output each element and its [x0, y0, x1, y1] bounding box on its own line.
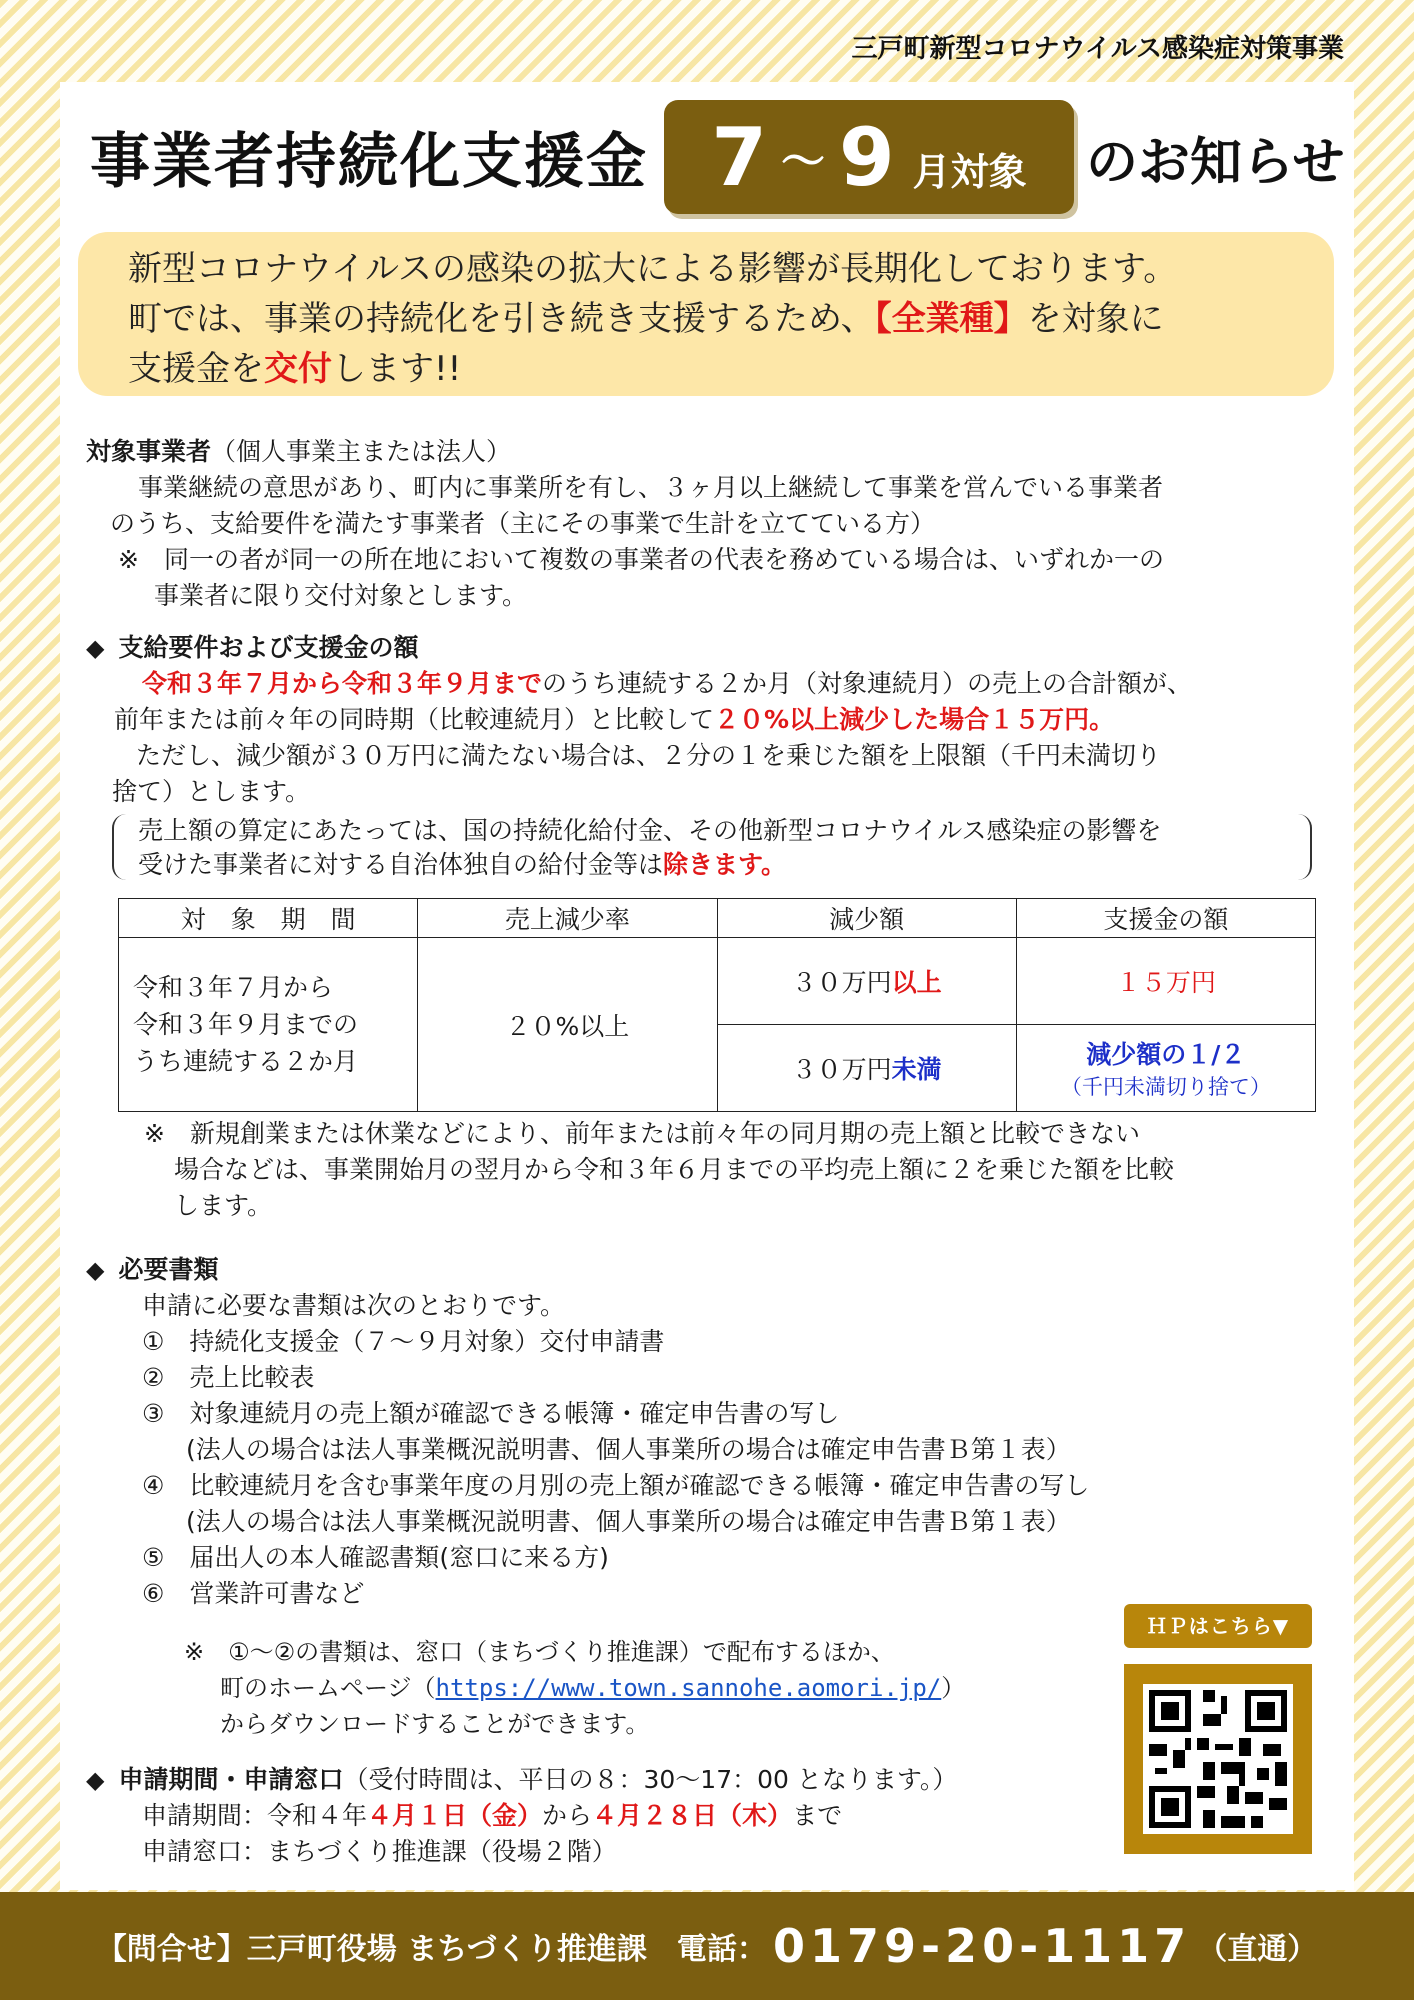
period-cell: 令和３年７月から 令和３年９月までの うち連続する２か月: [119, 938, 418, 1112]
badge-start-month: 7: [711, 110, 767, 204]
diamond-icon: ◆: [86, 1766, 105, 1794]
table-row: [119, 938, 1316, 1025]
homepage-link[interactable]: https://www.town.sannohe.aomori.jp/: [435, 1674, 942, 1702]
list-item: ④ 比較連続月を含む事業年度の月別の売上額が確認できる帳簿・確定申告書の写し: [142, 1471, 1090, 1500]
badge-end-month: 9: [838, 110, 895, 204]
requirements-line-3: ただし、減少額が３０万円に満たない場合は、２分の１を乗じた額を上限額（千円未満切り: [136, 741, 1162, 770]
title-main: 事業者持続化支援金: [90, 127, 648, 197]
amount-cell: ３０万円以上: [717, 938, 1016, 1025]
title-month-badge: [664, 100, 1074, 214]
application-hours: （受付時間は、平日の８：30～17：00 となります。）: [343, 1765, 958, 1794]
documents-title: 必要書類: [118, 1255, 219, 1284]
support-cell: 減少額の１/２ （千円未満切り捨て）: [1016, 1025, 1315, 1112]
table-header: 減少額: [717, 899, 1016, 938]
table-header-row: [119, 899, 1316, 938]
contact-label: 【問合せ】三戸町役場 まちづくり推進課 電話：: [96, 1932, 767, 1967]
title-tail: のお知らせ: [1086, 132, 1345, 193]
qr-code-icon: [1143, 1684, 1293, 1834]
hp-label: ＨＰはこちら▼: [1124, 1604, 1312, 1648]
documents-section: [86, 1252, 1089, 1612]
eligible-title: 対象事業者: [86, 437, 212, 466]
eligible-title-sub: （個人事業主または法人）: [211, 437, 512, 466]
intro-line-2: 町では、事業の持続化を引き続き支援するため、【全業種】を対象に: [128, 299, 1164, 339]
list-item: (法人の場合は法人事業概況説明書、個人事業所の場合は確定申告書Ｂ第１表）: [186, 1507, 1071, 1536]
documents-intro: 申請に必要な書類は次のとおりです。: [142, 1291, 566, 1320]
exclusion-line-1: 売上額の算定にあたっては、国の持続化給付金、その他新型コロナウイルス感染症の影響を: [138, 816, 1162, 845]
rate-cell: ２０%以上: [418, 938, 717, 1112]
list-item: ② 売上比較表: [142, 1363, 315, 1392]
badge-tilde: ～: [780, 136, 825, 187]
eligible-line-2: のうち、支給要件を満たす事業者（主にその事業で生計を立てている方）: [110, 509, 936, 538]
amount-cell: ３０万円未満: [717, 1025, 1016, 1112]
phone-number[interactable]: 0179-20-1117: [772, 1919, 1192, 1973]
download-note: ※ ①～②の書類は、窓口（まちづくり推進課）で配布するほか、 町のホームページ（https://www.town.sannohe.aomori.jp/） からダウンロードすることができます。: [184, 1638, 966, 1738]
application-window: 申請窓口：まちづくり推進課（役場２階）: [142, 1837, 617, 1866]
list-item: ⑥ 営業許可書など: [142, 1579, 365, 1608]
diamond-icon: ◆: [86, 634, 105, 662]
table-header: 売上減少率: [418, 899, 717, 938]
support-amount-table: [118, 898, 1316, 1112]
contact-footer: [0, 1892, 1414, 2000]
intro-box: [78, 232, 1334, 396]
page-title: [90, 98, 1344, 216]
eligible-note-2: 事業者に限り交付対象とします。: [154, 581, 528, 610]
eligible-line-1: 事業継続の意思があり、町内に事業所を有し、３ヶ月以上継続して事業を営んでいる事業者: [138, 473, 1164, 502]
reduction-amount-highlight: ２０%以上減少した場合１５万円: [714, 705, 1090, 734]
exclusion-line-2: 受けた事業者に対する自治体独自の給付金等は除きます。: [138, 850, 787, 879]
badge-suffix: 月対象: [912, 149, 1027, 194]
grant-highlight: 交付: [264, 349, 332, 389]
campaign-label: 三戸町新型コロナウイルス感染症対策事業: [851, 34, 1344, 64]
eligible-section: [86, 434, 1164, 614]
direct-line-label: （直通）: [1197, 1932, 1318, 1967]
all-industries-highlight: 【全業種】: [874, 299, 1028, 339]
requirements-title: 支給要件および支援金の額: [118, 633, 419, 662]
requirements-section: [86, 630, 1192, 810]
table-header: 支援金の額: [1016, 899, 1315, 938]
intro-line-3: 支援金を交付します!!: [128, 349, 462, 389]
table-note: ※ 新規創業または休業などにより、前年または前々年の同月期の売上額と比較できない 場合などは、事業開始月の翌月から令和３年６月までの平均売上額に２を乗じた額を比較 します。: [144, 1119, 1175, 1220]
intro-line-1: 新型コロナウイルスの感染の拡大による影響が長期化しております。: [128, 249, 1178, 289]
application-section: [86, 1762, 957, 1870]
requirements-line-4: 捨て）とします。: [112, 777, 311, 806]
diamond-icon: ◆: [86, 1256, 105, 1284]
eligible-note-1: ※ 同一の者が同一の所在地において複数の事業者の代表を務めている場合は、いずれか一の: [118, 545, 1164, 574]
application-title: 申請期間・申請窓口: [118, 1765, 344, 1794]
requirements-line-1: 令和３年７月から令和３年９月までのうち連続する２か月（対象連続月）の売上の合計額が、: [142, 669, 1193, 698]
qr-code[interactable]: [1124, 1664, 1312, 1854]
table-header: 対 象 期 間: [119, 899, 418, 938]
list-item: (法人の場合は法人事業概況説明書、個人事業所の場合は確定申告書Ｂ第１表）: [186, 1435, 1071, 1464]
application-period: 申請期間：令和４年４月１日（金）から４月２８日（木）まで: [142, 1801, 843, 1830]
list-item: ⑤ 届出人の本人確認書類(窓口に来る方): [142, 1543, 609, 1572]
requirements-line-2: 前年または前々年の同時期（比較連続月）と比較して２０%以上減少した場合１５万円。: [114, 705, 1115, 734]
support-cell: １５万円: [1016, 938, 1315, 1025]
list-item: ③ 対象連続月の売上額が確認できる帳簿・確定申告書の写し: [142, 1399, 840, 1428]
list-item: ① 持続化支援金（７～９月対象）交付申請書: [142, 1327, 665, 1356]
exclusion-note: [112, 814, 1312, 880]
